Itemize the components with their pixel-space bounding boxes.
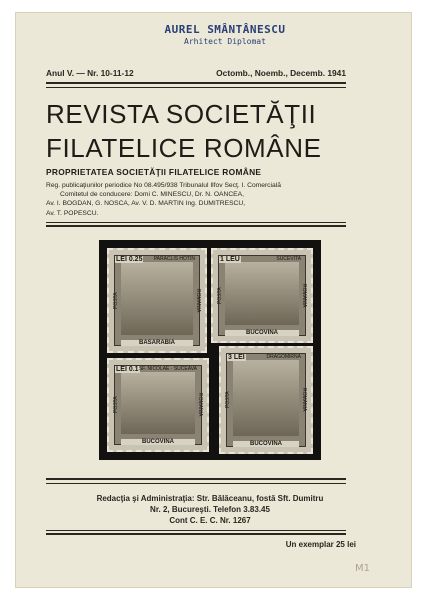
rule-mid-thick xyxy=(46,225,346,227)
stamp-4 xyxy=(219,346,313,454)
stamp-name: SUCEVITA xyxy=(276,256,301,262)
stamp-value: 1 LEU xyxy=(220,256,240,263)
rule-top-thin xyxy=(46,87,346,88)
registration-line: Av. T. POPESCU. xyxy=(46,209,99,217)
address-line: Cont C. E. C. Nr. 1267 xyxy=(169,516,251,525)
stamp-3 xyxy=(107,358,209,452)
address-line: Redacţia şi Administraţia: Str. Bălăceanu, fostă Sft. Dumitru xyxy=(96,494,324,503)
stamp-scene xyxy=(121,372,195,434)
title-line-2: FILATELICE ROMÂNE xyxy=(46,133,322,163)
stamp-value: LEI 0.1 xyxy=(116,366,139,373)
owner-name: AUREL SMÂNTÂNESCU xyxy=(164,23,286,36)
owner-ink-stamp xyxy=(150,23,300,46)
stamp-side-label: POSTA xyxy=(225,391,231,409)
rule-top-thick xyxy=(46,82,346,84)
stamp-scene xyxy=(121,262,193,335)
rule-footer-thin xyxy=(46,530,346,531)
stamps-illustration xyxy=(99,240,321,460)
rule-bottom-thick xyxy=(46,478,346,480)
stamp-side-label: ROMANIA xyxy=(301,388,307,412)
stamp-scene xyxy=(225,262,299,325)
stamp-region: BUCOVINA xyxy=(225,330,299,336)
stamp-scene xyxy=(233,360,299,436)
stamp-side-label: ROMANIA xyxy=(197,393,203,417)
stamp-2 xyxy=(211,248,313,343)
stamp-region: BUCOVINA xyxy=(121,439,195,445)
registration-block xyxy=(46,181,346,218)
rule-mid-thin xyxy=(46,222,346,223)
stamp-side-label: ROMANIA xyxy=(195,288,201,313)
rule-footer-thick xyxy=(46,533,346,535)
stamp-region: BUCOVINA xyxy=(233,441,299,447)
stamp-side-label: POSTA xyxy=(113,292,119,309)
registration-line: Comitetul de conducere: Domi C. MINESCU, Dr. N. OANCEA, xyxy=(60,191,244,199)
stamp-side-label: ROMANIA xyxy=(301,283,307,308)
stamp-side-label: POSTA xyxy=(217,287,223,304)
owner-title: Arhitect Diplomat xyxy=(184,37,266,46)
issue-volume: Anul V. — Nr. 10-11-12 xyxy=(46,68,134,78)
stamp-1 xyxy=(107,248,207,353)
issue-line xyxy=(46,68,346,78)
registration-line: Av. I. BOGDAN, G. NOSCA, Av. V. D. MARTIN Ing. DUMITRESCU, xyxy=(46,200,246,208)
stamp-name: PARACLIS HOTIN xyxy=(153,256,195,262)
stamp-name: SF. NICOLAE · SUCEAVA xyxy=(138,366,197,372)
title-line-1: REVISTA SOCIETĂŢII xyxy=(46,99,317,129)
stamp-region: BASARABIA xyxy=(121,340,193,346)
stamp-value: 3 LEI xyxy=(228,354,245,361)
issue-months: Octomb., Noemb., Decemb. 1941 xyxy=(216,68,346,78)
rule-bottom-thin xyxy=(46,483,346,484)
stamp-value: LEI 0.25 xyxy=(116,256,143,263)
stamp-name: DRAGOMIRNA xyxy=(266,354,301,360)
stamp-side-label: POSTA xyxy=(113,396,119,414)
pencil-note: M1 xyxy=(355,563,370,574)
registration-line: Reg. publicaţiunilor periodice No 08.495/938 Tribunalul Ilfov Secţ. I. Comercială xyxy=(46,182,281,189)
subtitle: PROPRIETATEA SOCIETĂŢII FILATELICE ROMÂNE xyxy=(46,167,262,177)
editorial-address xyxy=(70,493,350,526)
address-line: Nr. 2, Bucureşti. Telefon 3.83.45 xyxy=(150,505,270,514)
price-label: Un exemplar 25 lei xyxy=(285,540,356,549)
